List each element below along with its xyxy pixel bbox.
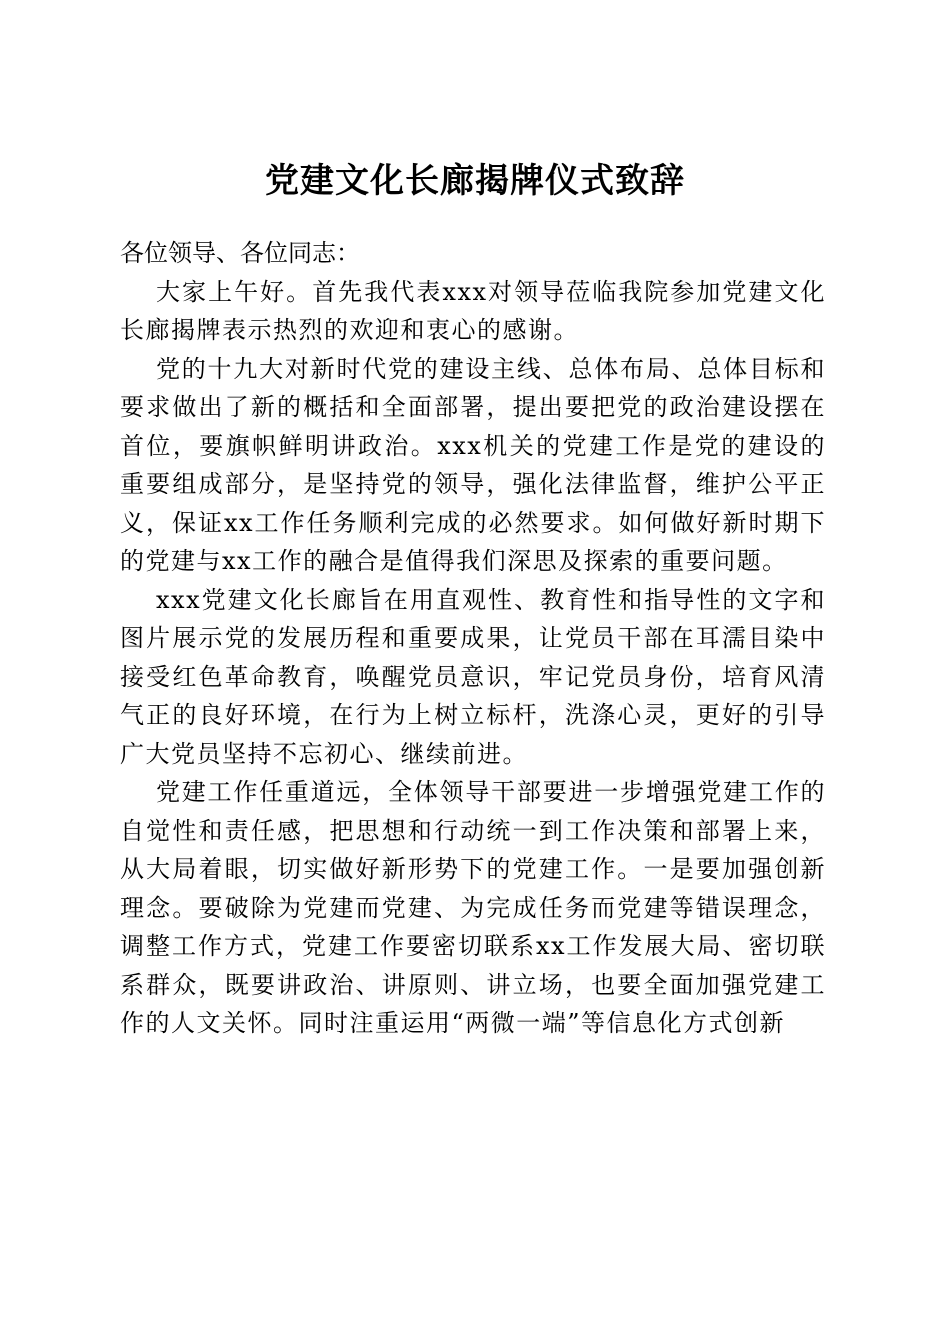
- paragraph-greeting: 大家上午好。首先我代表xxx对领导莅临我院参加党建文化长廊揭牌表示热烈的欢迎和衷心的感谢。: [120, 277, 826, 344]
- paragraph-work-requirements: 党建工作任重道远，全体领导干部要进一步增强党建工作的自觉性和责任感，把思想和行动统一到工作决策和部署上来，从大局着眼，切实做好新形势下的党建工作。一是要加强创新理念。要破除为党建而党建、为完成任务而党建等错误理念，调整工作方式，党建工作要密切联系xx工作发展大局、密切联系群众，既要讲政治、讲原则、讲立场，也要全面加强党建工作的人文关怀。同时注重运用“两微一端”等信息化方式创新: [120, 778, 826, 1037]
- paragraph-culture-corridor: xxx党建文化长廊旨在用直观性、教育性和指导性的文字和图片展示党的发展历程和重要成果，让党员干部在耳濡目染中接受红色革命教育，唤醒党员意识，牢记党员身份，培育风清气正的良好环境，在行为上树立标杆，洗涤心灵，更好的引导广大党员坚持不忘初心、继续前进。: [120, 585, 826, 768]
- document-body: [120, 234, 826, 1043]
- document-title: 党建文化长廊揭牌仪式致辞: [265, 160, 685, 201]
- paragraph-party-building: 党的十九大对新时代党的建设主线、总体布局、总体目标和要求做出了新的概括和全面部署，提出要把党的政治建设摆在首位，要旗帜鲜明讲政治。xxx机关的党建工作是党的建设的重要组成部分，是坚持党的领导，强化法律监督，维护公平正义，保证xx工作任务顺利完成的必然要求。如何做好新时期下的党建与xx工作的融合是值得我们深思及探索的重要问题。: [120, 354, 826, 575]
- salutation: 各位领导、各位同志：: [120, 239, 360, 267]
